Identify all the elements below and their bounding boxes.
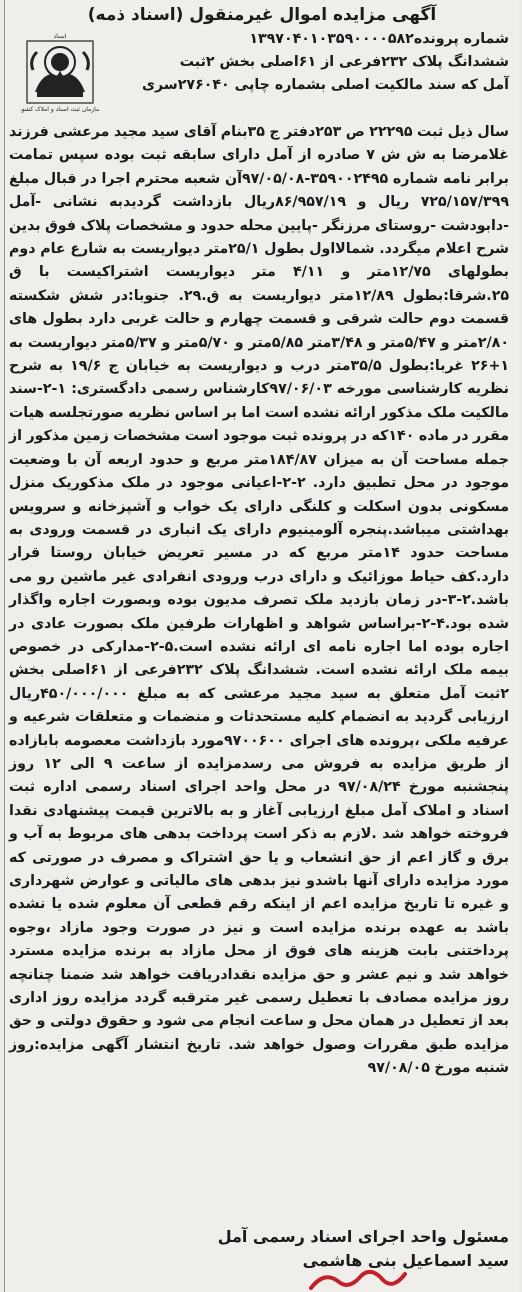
logo-caption: سازمان ثبت اسناد و املاک کشور [21,106,99,113]
signature-title: مسئول واحد اجرای اسناد رسمی آمل [217,1227,509,1246]
red-stamp-mark [305,1262,425,1292]
logo-top-text: اسناد [53,33,67,40]
stamp-icon [305,1262,425,1292]
notice-body: سال ذیل ثبت ۲۲۲۹۵ ص ۲۵۳دفتر ج ۳۵بنام آقای سید مجید مرعشی فرزند غلامرضا به ش ش ۷ صادره از آمل دارای سابقه ثبت بوده سپس تمامت برابر نامه شماره ۳۵۹۰۰۲۴۹۵-۹۷/۰۵/۰۸آن شعبه محترم اجرا در قبال مبلغ ۷۲۵/۱۵۷/۳۹۹ ریال و ۸۶/۹۵۷/۱۹ریال بازداشت گردیدبه نشانی -آمل -دابودشت -روستای مرزنگر -پایین محله حدود و مشخصات پلاک فوق بدین شرح اعلام میگردد. شمالااول بطول ۲۵/۱متر دیواریست به شارع عام دوم بطولهای ۱۲/۷۵متر و ۴/۱۱ متر دیواریست اشتراکیست با ق ۲۵.شرقا:بطول ۱۲/۸۹متر دیواریست به ق.۲۹. جنوبا:در شش شکسته قسمت دوم حالت شرقی و قسمت چهارم و حالت غربی دارد بطول های ۲/۸۰متر و ۵/۴۷متر و ۳/۴۸متر ۵/۸۵متر و ۵/۷۰متر و ۵/۳۷متر دیواریست به ۱+۲۶ غربا:بطول ۳۵/۵متر درب و دیواریست به خیابان ج ۱۹/۶ به شرح نظریه کارشناسی مورخه ۹۷/۰۶/۰۳کارشناس رسمی دادگستری: ۱-۲-سند مالکیت ملک مذکور ارائه نشده است اما بر اساس نظریه صورتجلسه هیات مقرر در ماده ۱۴۰که در پرونده ثبت موجود است مشخصات زمین مذکور از جمله مساحت آن به میزان ۱۸۴/۸۷متر مربع و حدود اربعه آن با وضعیت موجود در محل تطبیق دارد. ۲-۲-اعیانی موجود در ملک مذکوریک منزل مسکونی بدون اسکلت و کلنگی دارای یک خواب و آشپزخانه و سرویس بهداشتی میباشد.پنجره آلومینیوم دارای یک انباری در قسمت ورودی به مساحت حدود ۱۴متر مربع که در مسیر تعریض خیابان روستا قرار دارد.کف حیاط موزائیک و دارای درب ورودی انفرادی غیر ماشین رو می باشد.۲-۳-در زمان بازدید ملک تصرف مدیون بوده وبصورت اجاره واگذار شده بود.۴-۲-براساس شواهد و اظهارات طرفین ملک بصورت عادی در اجاره بوده اما اجاره نامه ای ارائه نشده است.۵-۲-مدارکی در خصوص بیمه ملک ارائه نشده است. ششدانگ پلاک ۲۳۲فرعی از ۶۱اصلی بخش ۲ثبت آمل متعلق به سید مجید مرعشی که به مبلغ ۴۵۰/۰۰۰/۰۰۰ریال ارزیابی گردید به انضمام کلیه مستحدثات و منضمات و متعلقات شرعیه و عرفیه ملکی ،پرونده های اجرای ۹۷۰۰۶۰۰مورد بازداشت معصومه بابازاده از طریق مزایده به فروش می رسدمزایده از ساعت ۹ الی ۱۲ روز پنجشنبه مورخ ۹۷/۰۸/۲۴ در محل واحد اجرای اسناد رسمی اداره ثبت اسناد و املاک آمل مبلغ ارزیابی آغاز و به بالاترین قیمت پیشنهادی نقدا فروخته خواهد شد .لازم به ذکر است پرداخت بدهی های مربوط به آب و برق و گاز اعم از حق انشعاب و یا حق اشتراک و مصرف در صورتی که مورد مزایده دارای آنها باشدو نیز بدهی های مالیاتی و عوارض شهرداری و غیره تا تاریخ مزایده اعم از اینکه رقم قطعی آن معلوم شده یا نشده باشد به عهده برنده مزایده است و نیز در صورت وجود مازاد ،وجوه پرداختنی بابت هزینه های فوق از محل مازاد به برنده مزایده مسترد خواهد شد و نیم عشر و حق مزایده نقدادریافت خواهد شد ضمنا چنانچه روز مزایده مصادف با تعطیل رسمی غیر مترقبه گردد مزایده روز اداری بعد از تعطیل در همان محل و ساعت انجام می شود و حقوق دولتی و حق مزایده طبق مقررات وصول خواهد شد. تاریخ انتشار آگهی مزایده:روز شنبه مورخ ۹۷/۰۸/۰۵ [9,124,510,1077]
head-line-2: آمل که سند مالکیت اصلی بشماره چاپی ۲۷۶۰۴۰سری [141,77,509,94]
signature-block [9,1225,509,1273]
file-number: شماره پرونده۱۳۹۷۰۴۰۱۰۳۵۹۰۰۰۰۵۸۲ [249,31,509,47]
notice-header-block [109,28,509,98]
emblem-icon [21,30,99,116]
notice-title: آگهی مزایده اموال غیرمنقول (اسناد ذمه) [87,5,437,25]
signature-name: سید اسماعیل بنی هاشمی [302,1251,509,1270]
head-line-1: ششدانگ پلاک ۲۳۲فرعی از ۶۱اصلی بخش ۲ثبت [179,54,509,71]
registration-organization-logo [21,30,99,116]
newspaper-clipping [4,0,519,1292]
